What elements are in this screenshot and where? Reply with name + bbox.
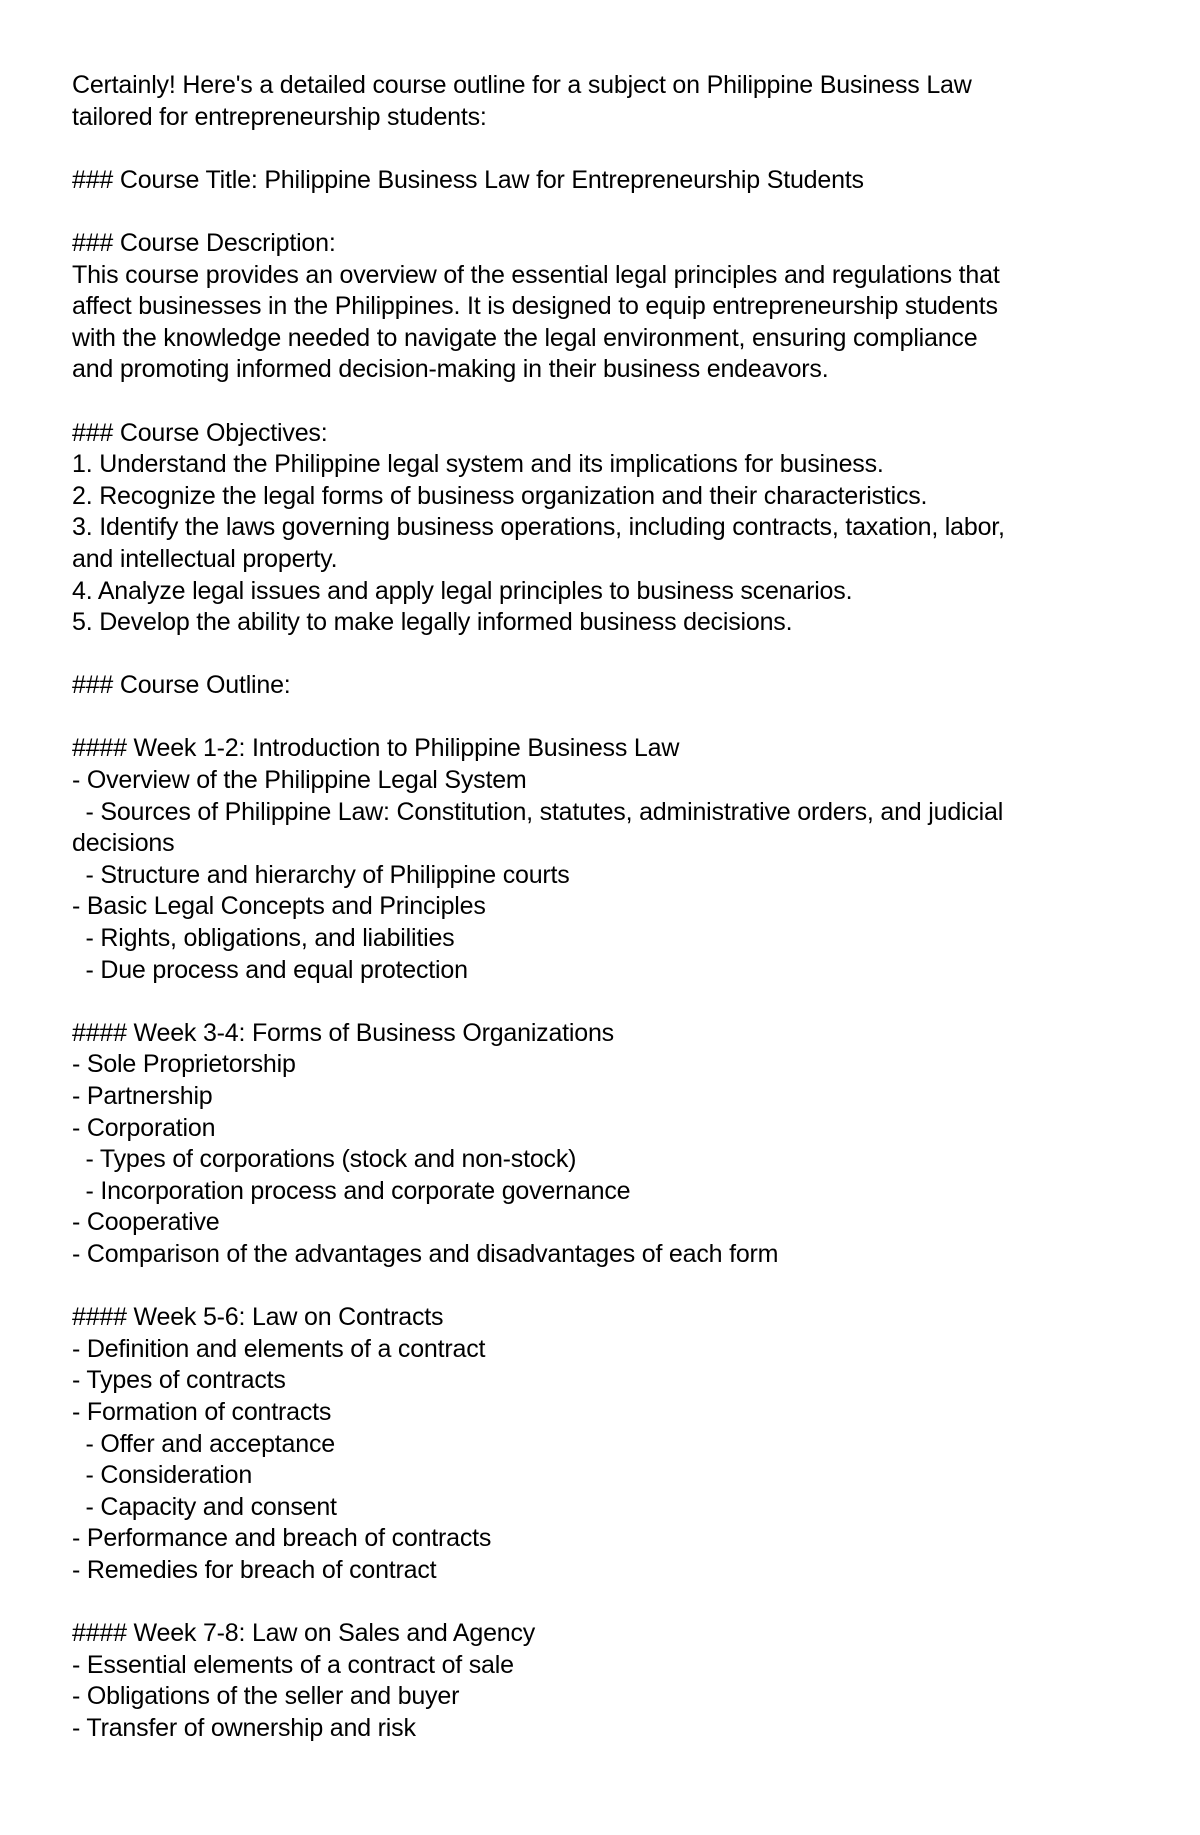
- week-heading: #### Week 5-6: Law on Contracts: [72, 1303, 444, 1332]
- sub-list-item: - Rights, obligations, and liabilities: [72, 924, 455, 953]
- list-item: - Cooperative: [72, 1208, 220, 1237]
- list-item: - Corporation: [72, 1113, 216, 1142]
- blank-line: [72, 386, 1132, 418]
- week-heading: #### Week 3-4: Forms of Business Organizations: [72, 1018, 614, 1047]
- text-line: decisions: [72, 829, 175, 858]
- blank-line: [72, 1271, 1132, 1303]
- list-item: - Comparison of the advantages and disadvantages of each form: [72, 1239, 779, 1268]
- list-item: - Partnership: [72, 1082, 213, 1110]
- list-item: - Remedies for breach of contract: [72, 1555, 437, 1584]
- blank-line: [72, 986, 1132, 1018]
- list-item: - Definition and elements of a contract: [72, 1334, 486, 1363]
- list-item: - Essential elements of a contract of sale: [72, 1650, 514, 1679]
- list-item: - Sole Proprietorship: [72, 1050, 296, 1079]
- sub-list-item: - Offer and acceptance: [72, 1429, 335, 1458]
- blank-line: [72, 196, 1132, 228]
- blank-line: [72, 133, 1132, 165]
- blank-line: [72, 702, 1132, 734]
- section-heading: ### Course Outline:: [72, 671, 291, 700]
- list-item: - Performance and breach of contracts: [72, 1524, 492, 1553]
- sub-list-item: - Types of corporations (stock and non-stock): [72, 1145, 577, 1174]
- document-body: [72, 70, 1132, 1744]
- objective-item: 4. Analyze legal issues and apply legal principles to business scenarios.: [72, 576, 853, 605]
- section-heading: ### Course Objectives:: [72, 418, 328, 447]
- sub-list-item: - Capacity and consent: [72, 1492, 337, 1521]
- objective-item: 2. Recognize the legal forms of business organization and their characteristics.: [72, 481, 928, 510]
- text-line: This course provides an overview of the essential legal principles and regulations that: [72, 260, 1000, 289]
- section-heading: ### Course Description:: [72, 228, 336, 257]
- list-item: - Basic Legal Concepts and Principles: [72, 892, 486, 921]
- list-item: - Overview of the Philippine Legal System: [72, 766, 527, 795]
- week-heading: #### Week 1-2: Introduction to Philippine Business Law: [72, 734, 680, 763]
- list-item: - Obligations of the seller and buyer: [72, 1682, 460, 1711]
- sub-list-item: - Consideration: [72, 1461, 253, 1490]
- sub-list-item: - Sources of Philippine Law: Constitution, statutes, administrative orders, and judicial: [72, 797, 1004, 826]
- list-item: - Types of contracts: [72, 1366, 286, 1395]
- list-item: - Formation of contracts: [72, 1397, 332, 1426]
- text-line: tailored for entrepreneurship students:: [72, 102, 487, 131]
- sub-list-item: - Incorporation process and corporate governance: [72, 1176, 631, 1205]
- blank-line: [72, 639, 1132, 671]
- section-heading: ### Course Title: Philippine Business Law for Entrepreneurship Students: [72, 165, 864, 194]
- sub-list-item: - Structure and hierarchy of Philippine courts: [72, 860, 570, 889]
- text-line: affect businesses in the Philippines. It is designed to equip entrepreneurship students: [72, 292, 998, 321]
- objective-item: 3. Identify the laws governing business operations, including contracts, taxation, labor,: [72, 513, 1005, 542]
- objective-item: 5. Develop the ability to make legally informed business decisions.: [72, 608, 793, 637]
- week-heading: #### Week 7-8: Law on Sales and Agency: [72, 1619, 536, 1648]
- text-line: Certainly! Here's a detailed course outline for a subject on Philippine Business Law: [72, 71, 972, 99]
- text-line: with the knowledge needed to navigate the legal environment, ensuring compliance: [72, 323, 978, 352]
- text-line: and promoting informed decision-making in their business endeavors.: [72, 355, 829, 384]
- list-item: - Transfer of ownership and risk: [72, 1713, 416, 1742]
- text-line: and intellectual property.: [72, 544, 338, 573]
- objective-item: 1. Understand the Philippine legal system and its implications for business.: [72, 450, 884, 479]
- sub-list-item: - Due process and equal protection: [72, 955, 468, 984]
- blank-line: [72, 1587, 1132, 1619]
